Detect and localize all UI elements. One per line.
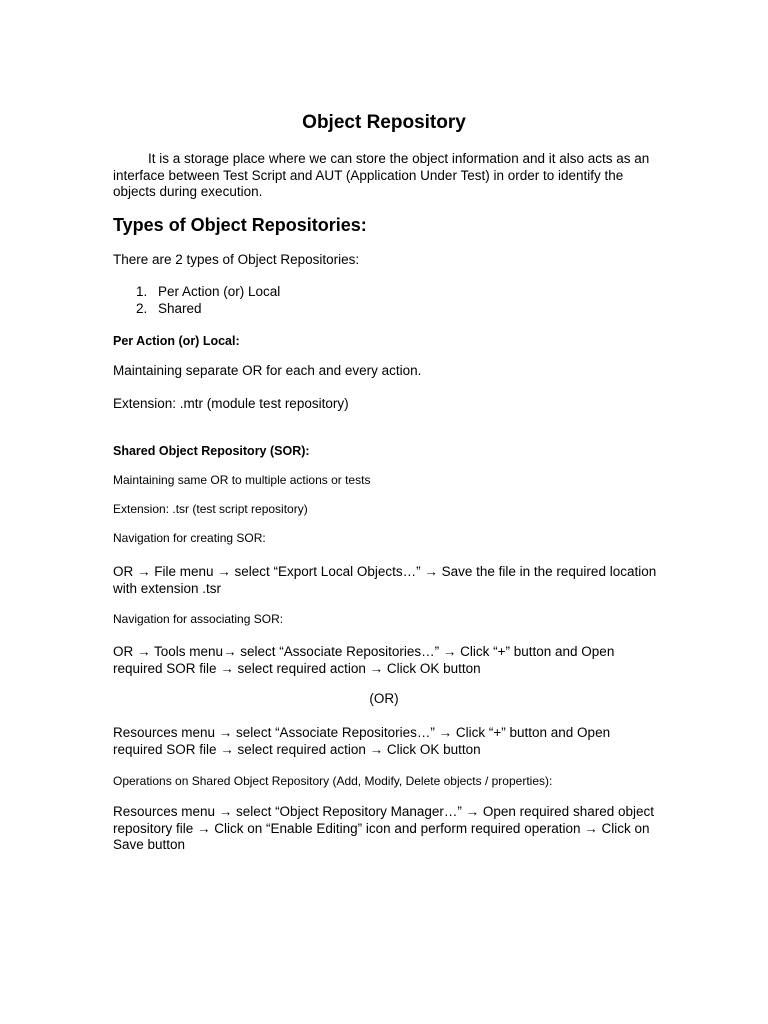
shared-description: Maintaining same OR to multiple actions or tests <box>113 473 371 487</box>
list-item <box>113 301 280 318</box>
types-list <box>113 284 280 317</box>
types-heading: Types of Object Repositories: <box>113 215 367 235</box>
list-text: Shared <box>158 300 202 316</box>
shared-extension: Extension: .tsr (test script repository) <box>113 502 308 516</box>
operations-label: Operations on Shared Object Repository (Add, Modify, Delete objects / properties): <box>113 774 553 788</box>
list-number: 2. <box>136 300 148 316</box>
nav-assoc-steps-2: Resources menu → select “Associate Repositories…” → Click “+” button and Open required SOR file → select required action → Click OK button <box>113 725 611 757</box>
nav-create-label: Navigation for creating SOR: <box>113 531 266 545</box>
page-title: Object Repository <box>302 112 466 133</box>
list-item <box>113 284 280 301</box>
nav-assoc-label: Navigation for associating SOR: <box>113 612 284 626</box>
nav-assoc-steps-1: OR → Tools menu→ select “Associate Repositories…” → Click “+” button and Open required SOR file → select required action → Click OK button <box>113 644 615 676</box>
operations-steps: Resources menu → select “Object Repository Manager…” → Open required shared object repository file → Click on “Enable Editing” icon and perform required operation → Click on Save button <box>113 804 654 852</box>
per-action-extension: Extension: .mtr (module test repository) <box>113 396 349 411</box>
intro-paragraph: It is a storage place where we can store the object information and it also acts as an interface between Test Script and AUT (Application Under Test) in order to identify the objects during execution. <box>113 151 650 199</box>
per-action-heading: Per Action (or) Local: <box>113 334 240 348</box>
shared-heading: Shared Object Repository (SOR): <box>113 444 310 458</box>
per-action-description: Maintaining separate OR for each and every action. <box>113 363 422 378</box>
or-separator: (OR) <box>369 691 399 706</box>
list-number: 1. <box>136 284 148 299</box>
types-intro: There are 2 types of Object Repositories: <box>113 252 360 267</box>
nav-create-steps: OR → File menu → select “Export Local Objects…” → Save the file in the required location with extension .tsr <box>113 564 657 596</box>
list-text: Per Action (or) Local <box>158 284 281 299</box>
